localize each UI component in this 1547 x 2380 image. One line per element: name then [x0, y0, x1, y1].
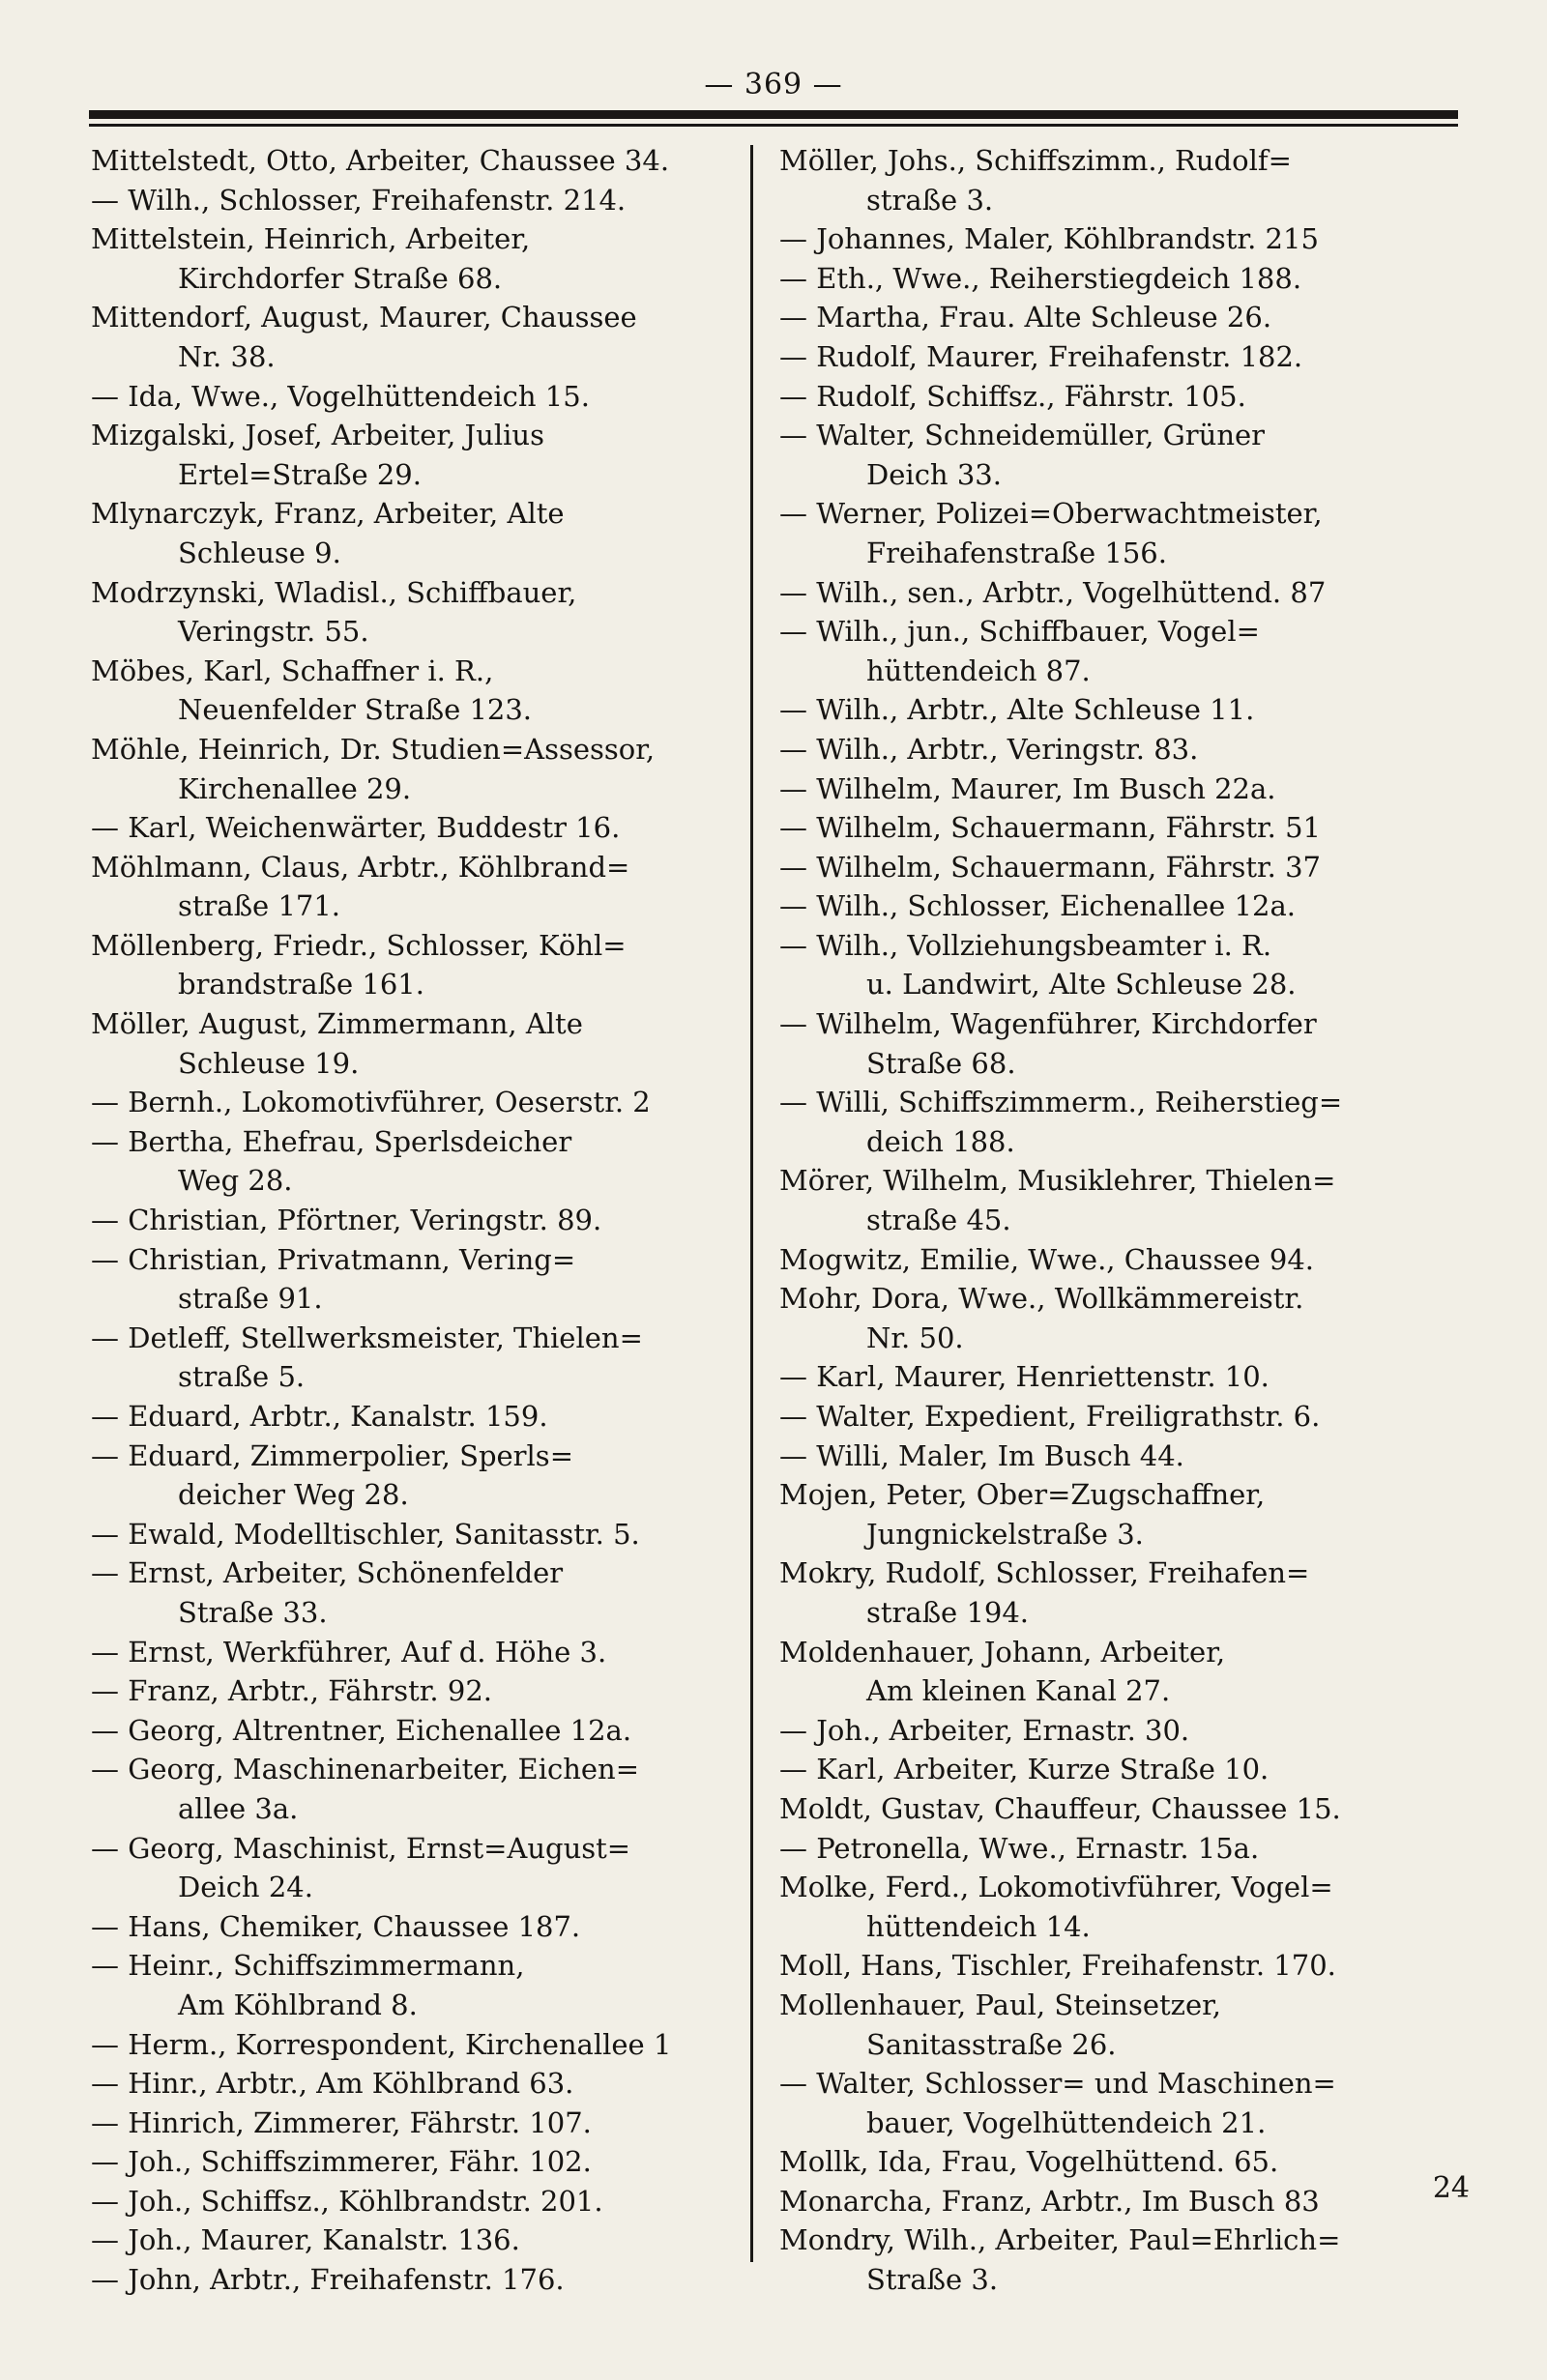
- entry-line: Möhlmann, Claus, Arbtr., Köhlbrand=: [91, 850, 630, 884]
- directory-entry: [779, 1750, 1456, 1789]
- directory-entry: [91, 1122, 739, 1201]
- entry-line: Möller, Johs., Schiffszimm., Rudolf=: [779, 144, 1292, 177]
- entry-line: Mizgalski, Josef, Arbeiter, Julius: [91, 419, 544, 452]
- entry-line: Mollenhauer, Paul, Steinsetzer,: [779, 1988, 1222, 2021]
- directory-entry: [779, 1437, 1456, 1476]
- directory-entry: [779, 1397, 1456, 1437]
- directory-entry: [91, 1004, 739, 1083]
- entry-line: — Detleff, Stellwerksmeister, Thielen=: [91, 1321, 643, 1354]
- entry-line: Mlynarczyk, Franz, Arbeiter, Alte: [91, 497, 565, 531]
- directory-entry: [91, 181, 739, 220]
- directory-entry: [91, 1907, 739, 1947]
- directory-entry: [779, 377, 1456, 417]
- directory-entry: [779, 259, 1456, 299]
- directory-entry: [91, 2220, 739, 2260]
- entry-line: Mokry, Rudolf, Schlosser, Freihafen=: [779, 1556, 1310, 1590]
- entry-line: Mörer, Wilhelm, Musiklehrer, Thielen=: [779, 1164, 1336, 1198]
- entry-line: — Werner, Polizei=Oberwachtmeister,: [779, 497, 1323, 531]
- entry-continuation: Neuenfelder Straße 123.: [178, 693, 533, 727]
- directory-entry: [91, 1397, 739, 1437]
- entry-line: — Karl, Weichenwärter, Buddestr 16.: [91, 811, 621, 845]
- entry-line: — Martha, Frau. Alte Schleuse 26.: [779, 301, 1272, 334]
- directory-entry: [91, 848, 739, 926]
- entry-continuation: Nr. 38.: [178, 339, 276, 373]
- sheet-signature: 24: [1432, 2171, 1470, 2205]
- right-column: [779, 141, 1456, 2300]
- entry-line: Möllenberg, Friedr., Schlosser, Köhl=: [91, 928, 627, 962]
- entry-continuation: Am kleinen Kanal 27.: [866, 1674, 1171, 1708]
- entry-continuation: straße 45.: [866, 1204, 1011, 1237]
- entry-line: Mohr, Dora, Wwe., Wollkämmereistr.: [779, 1282, 1304, 1316]
- entry-line: — Wilh., Schlosser, Eichenallee 12a.: [779, 889, 1296, 923]
- directory-entry: [779, 141, 1456, 219]
- entry-line: Mondry, Wilh., Arbeiter, Paul=Ehrlich=: [779, 2223, 1341, 2257]
- entry-line: — Ida, Wwe., Vogelhüttendeich 15.: [91, 379, 590, 413]
- directory-entry: [91, 808, 739, 848]
- directory-entry: [91, 1201, 739, 1240]
- entry-line: Mollk, Ida, Frau, Vogelhüttend. 65.: [779, 2145, 1279, 2179]
- entry-line: Mogwitz, Emilie, Wwe., Chaussee 94.: [779, 1242, 1314, 1276]
- directory-entry: [779, 808, 1456, 848]
- entry-line: — Rudolf, Schiffsz., Fährstr. 105.: [779, 379, 1246, 413]
- entry-line: — Franz, Arbtr., Fährstr. 92.: [91, 1674, 492, 1708]
- directory-entry: [91, 1240, 739, 1319]
- directory-entry: [91, 926, 739, 1004]
- directory-entry: [91, 1711, 739, 1751]
- entry-line: — Wilh., Schlosser, Freihafenstr. 214.: [91, 183, 627, 217]
- directory-entry: [91, 1946, 739, 2024]
- directory-entry: [91, 1829, 739, 1907]
- entry-continuation: Straße 33.: [178, 1595, 328, 1629]
- entry-continuation: Straße 68.: [866, 1046, 1016, 1080]
- entry-line: Möbes, Karl, Schaffner i. R.,: [91, 653, 494, 687]
- entry-line: — Wilh., Vollziehungsbeamter i. R.: [779, 928, 1272, 962]
- directory-entry: [779, 337, 1456, 377]
- entry-line: — Willi, Maler, Im Busch 44.: [779, 1438, 1184, 1472]
- entry-line: — Wilh., sen., Arbtr., Vogelhüttend. 87: [779, 575, 1327, 609]
- directory-entry: [779, 2142, 1456, 2182]
- entry-line: — Joh., Arbeiter, Ernastr. 30.: [779, 1713, 1190, 1747]
- directory-entry: [779, 1083, 1456, 1161]
- entry-line: Modrzynski, Wladisl., Schiffbauer,: [91, 575, 577, 609]
- entry-line: — Christian, Pförtner, Veringstr. 89.: [91, 1204, 602, 1237]
- entry-continuation: straße 3.: [866, 183, 994, 217]
- entry-line: — Wilhelm, Schauermann, Fährstr. 51: [779, 811, 1322, 845]
- directory-entry: [779, 1475, 1456, 1553]
- directory-entry: [779, 2182, 1456, 2221]
- directory-entry: [779, 1633, 1456, 1711]
- directory-entry: [779, 494, 1456, 572]
- left-column: [91, 141, 739, 2300]
- directory-entry: [91, 2104, 739, 2143]
- entry-line: Möller, August, Zimmermann, Alte: [91, 1007, 583, 1041]
- directory-entry: [91, 141, 739, 181]
- directory-entry: [91, 494, 739, 572]
- entry-line: Mittelstedt, Otto, Arbeiter, Chaussee 34.: [91, 144, 670, 177]
- page-number: — 369 —: [704, 68, 843, 102]
- directory-entry: [91, 1083, 739, 1122]
- directory-entry: [779, 1946, 1456, 1986]
- directory-entry: [91, 652, 739, 730]
- entry-continuation: Freihafenstraße 156.: [866, 536, 1167, 569]
- entry-line: — Ernst, Arbeiter, Schönenfelder: [91, 1556, 564, 1590]
- directory-entry: [91, 1553, 739, 1632]
- directory-entry: [779, 1711, 1456, 1751]
- entry-line: — Karl, Maurer, Henriettenstr. 10.: [779, 1360, 1270, 1394]
- directory-entry: [779, 1829, 1456, 1869]
- directory-entry: [779, 1789, 1456, 1829]
- directory-entry: [779, 612, 1456, 690]
- entry-line: — Hans, Chemiker, Chaussee 187.: [91, 1909, 581, 1943]
- entry-line: — Walter, Schlosser= und Maschinen=: [779, 2067, 1336, 2101]
- entry-line: Monarcha, Franz, Arbtr., Im Busch 83: [779, 2184, 1320, 2218]
- entry-line: Molke, Ferd., Lokomotivführer, Vogel=: [779, 1871, 1333, 1904]
- entry-line: — Christian, Privatmann, Vering=: [91, 1242, 576, 1276]
- entry-continuation: bauer, Vogelhüttendeich 21.: [866, 2105, 1267, 2139]
- entry-line: — Eduard, Zimmerpolier, Sperls=: [91, 1438, 573, 1472]
- entry-line: Moll, Hans, Tischler, Freihafenstr. 170.: [779, 1949, 1336, 1983]
- entry-line: — Petronella, Wwe., Ernastr. 15a.: [779, 1831, 1260, 1865]
- entry-continuation: hüttendeich 14.: [866, 1909, 1091, 1943]
- entry-line: — Wilhelm, Wagenführer, Kirchdorfer: [779, 1007, 1317, 1041]
- entry-line: — Bernh., Lokomotivführer, Oeserstr. 2: [91, 1086, 651, 1119]
- entry-continuation: Sanitasstraße 26.: [866, 2027, 1117, 2061]
- entry-continuation: Schleuse 19.: [178, 1046, 360, 1080]
- directory-entry: [779, 1279, 1456, 1357]
- entry-line: — John, Arbtr., Freihafenstr. 176.: [91, 2263, 565, 2297]
- entry-line: Möhle, Heinrich, Dr. Studien=Assessor,: [91, 732, 656, 766]
- directory-entry: [779, 1357, 1456, 1397]
- entry-line: — Eduard, Arbtr., Kanalstr. 159.: [91, 1400, 548, 1433]
- directory-entry: [779, 1553, 1456, 1632]
- entry-line: — Wilhelm, Schauermann, Fährstr. 37: [779, 850, 1322, 884]
- directory-entry: [91, 2182, 739, 2221]
- entry-line: — Joh., Maurer, Kanalstr. 136.: [91, 2223, 520, 2257]
- entry-continuation: brandstraße 161.: [178, 968, 424, 1001]
- directory-entry: [779, 573, 1456, 613]
- directory-entry: [779, 1868, 1456, 1946]
- entry-line: — Ernst, Werkführer, Auf d. Höhe 3.: [91, 1635, 607, 1669]
- entry-line: — Willi, Schiffszimmerm., Reiherstieg=: [779, 1086, 1343, 1119]
- entry-line: — Rudolf, Maurer, Freihafenstr. 182.: [779, 339, 1303, 373]
- directory-entry: [779, 886, 1456, 926]
- entry-line: — Joh., Schiffszimmerer, Fähr. 102.: [91, 2145, 592, 2179]
- directory-entry: [91, 1633, 739, 1672]
- entry-line: — Hinrich, Zimmerer, Fährstr. 107.: [91, 2105, 592, 2139]
- directory-entry: [779, 219, 1456, 259]
- directory-entry: [779, 1004, 1456, 1083]
- entry-continuation: Straße 3.: [866, 2263, 999, 2297]
- directory-entry: [779, 730, 1456, 769]
- entry-continuation: Veringstr. 55.: [178, 615, 369, 649]
- directory-entry: [91, 573, 739, 652]
- header-rule-thin: [89, 124, 1458, 127]
- directory-entry: [779, 298, 1456, 337]
- directory-entry: [779, 1161, 1456, 1239]
- entry-line: Moldt, Gustav, Chauffeur, Chaussee 15.: [779, 1791, 1341, 1825]
- directory-entry: [91, 1437, 739, 1515]
- directory-entry: [91, 1515, 739, 1554]
- entry-line: — Georg, Altrentner, Eichenallee 12a.: [91, 1713, 632, 1747]
- directory-entry: [91, 2025, 739, 2065]
- entry-line: — Bertha, Ehefrau, Sperlsdeicher: [91, 1124, 572, 1158]
- entry-line: — Heinr., Schiffszimmermann,: [91, 1949, 525, 1983]
- directory-entry: [91, 730, 739, 808]
- directory-entry: [91, 1750, 739, 1828]
- entry-line: — Georg, Maschinist, Ernst=August=: [91, 1831, 631, 1865]
- entry-line: Mittendorf, August, Maurer, Chaussee: [91, 301, 637, 334]
- entry-continuation: Deich 24.: [178, 1871, 313, 1904]
- directory-entry: [779, 1986, 1456, 2064]
- directory-entry: [779, 416, 1456, 494]
- directory-entry: [779, 926, 1456, 1004]
- directory-entry: [91, 1671, 739, 1711]
- directory-entry: [91, 2142, 739, 2182]
- entry-continuation: deich 188.: [866, 1124, 1015, 1158]
- directory-entry: [779, 848, 1456, 887]
- directory-entry: [779, 2064, 1456, 2142]
- entry-line: — Hinr., Arbtr., Am Köhlbrand 63.: [91, 2067, 574, 2101]
- entry-line: Mojen, Peter, Ober=Zugschaffner,: [779, 1478, 1266, 1512]
- entry-continuation: Jungnickelstraße 3.: [866, 1517, 1144, 1551]
- entry-continuation: straße 194.: [866, 1595, 1030, 1629]
- directory-entry: [91, 377, 739, 417]
- entry-continuation: Schleuse 9.: [178, 536, 341, 569]
- entry-continuation: Kirchdorfer Straße 68.: [178, 261, 503, 295]
- entry-continuation: Weg 28.: [178, 1164, 293, 1198]
- header-rule-thick: [89, 110, 1458, 119]
- entry-line: — Wilhelm, Maurer, Im Busch 22a.: [779, 771, 1276, 805]
- entry-continuation: straße 91.: [178, 1282, 323, 1316]
- entry-continuation: straße 5.: [178, 1360, 306, 1394]
- entry-continuation: straße 171.: [178, 889, 341, 923]
- entry-line: — Herm., Korrespondent, Kirchenallee 1: [91, 2027, 672, 2061]
- entry-line: — Joh., Schiffsz., Köhlbrandstr. 201.: [91, 2184, 603, 2218]
- entry-continuation: Nr. 50.: [866, 1321, 964, 1354]
- entry-line: — Ewald, Modelltischler, Sanitasstr. 5.: [91, 1517, 640, 1551]
- entry-continuation: u. Landwirt, Alte Schleuse 28.: [866, 968, 1297, 1001]
- entry-line: — Karl, Arbeiter, Kurze Straße 10.: [779, 1753, 1270, 1786]
- directory-entry: [91, 416, 739, 494]
- entry-line: — Walter, Schneidemüller, Grüner: [779, 419, 1266, 452]
- directory-entry: [91, 2260, 739, 2300]
- entry-continuation: hüttendeich 87.: [866, 653, 1091, 687]
- directory-entry: [779, 2220, 1456, 2299]
- entry-line: — Wilh., Arbtr., Veringstr. 83.: [779, 732, 1199, 766]
- entry-line: — Johannes, Maler, Köhlbrandstr. 215: [779, 222, 1319, 256]
- entry-continuation: Am Köhlbrand 8.: [178, 1988, 418, 2021]
- entry-line: — Walter, Expedient, Freiligrathstr. 6.: [779, 1400, 1321, 1433]
- directory-entry: [91, 1319, 739, 1397]
- directory-entry: [91, 298, 739, 376]
- entry-line: — Eth., Wwe., Reiherstiegdeich 188.: [779, 261, 1302, 295]
- entry-line: — Wilh., jun., Schiffbauer, Vogel=: [779, 615, 1260, 649]
- entry-line: — Georg, Maschinenarbeiter, Eichen=: [91, 1753, 640, 1786]
- entry-continuation: deicher Weg 28.: [178, 1478, 409, 1512]
- entry-line: Moldenhauer, Johann, Arbeiter,: [779, 1635, 1226, 1669]
- directory-entry: [779, 1240, 1456, 1280]
- entry-line: Mittelstein, Heinrich, Arbeiter,: [91, 222, 531, 256]
- entry-continuation: Ertel=Straße 29.: [178, 457, 422, 491]
- directory-entry: [91, 2064, 739, 2104]
- entry-continuation: Deich 33.: [866, 457, 1002, 491]
- entry-continuation: allee 3a.: [178, 1791, 299, 1825]
- entry-line: — Wilh., Arbtr., Alte Schleuse 11.: [779, 693, 1255, 727]
- column-divider: [750, 145, 753, 2262]
- directory-entry: [779, 690, 1456, 730]
- directory-entry: [779, 769, 1456, 809]
- directory-entry: [91, 219, 739, 298]
- entry-continuation: Kirchenallee 29.: [178, 771, 412, 805]
